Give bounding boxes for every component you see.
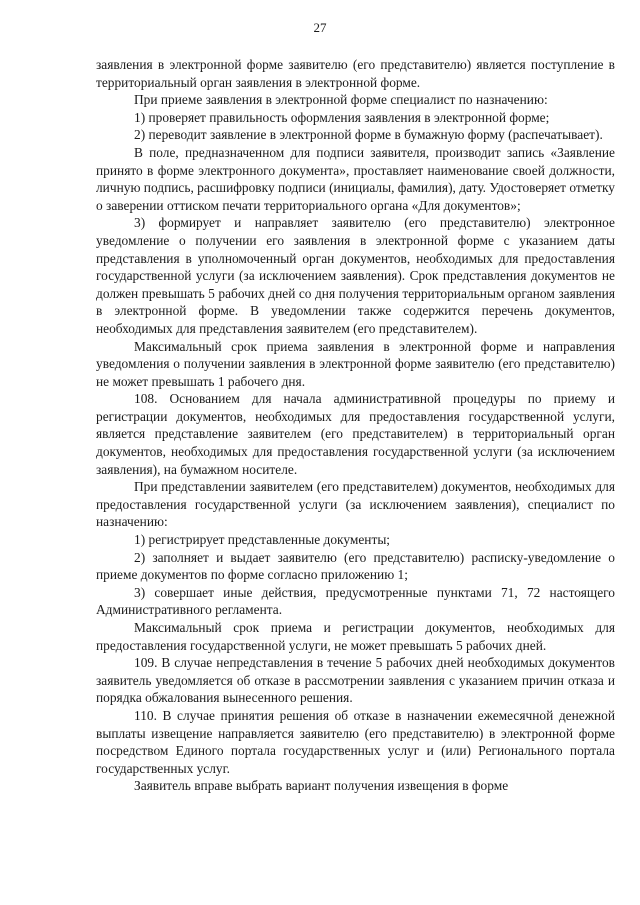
- paragraph: 3) совершает иные действия, предусмотренные пунктами 71, 72 настоящего Административного регламента.: [96, 584, 615, 618]
- paragraph: Заявитель вправе выбрать вариант получения извещения в форме: [134, 778, 509, 794]
- paragraph: заявления в электронной форме заявителю (его представителю) является поступление в территориальный орган заявления в электронной форме.: [96, 57, 615, 90]
- paragraph: При приеме заявления в электронной форме специалист по назначению:: [134, 92, 548, 108]
- paragraph: 1) регистрирует представленные документы;: [134, 532, 391, 548]
- paragraph: 2) переводит заявление в электронной форме в бумажную форму (распечатывает).: [134, 127, 603, 143]
- paragraph: 108. Основанием для начала административной процедуры по приему и регистрации документов, необходимых для предоставления государственной услуги, является представление заявителем (его представителем) в территориальный орган документов, необходимых для предоставления государственной услуги (за исключением заявления), на бумажном носителе.: [96, 391, 615, 477]
- page-number: 27: [313, 20, 327, 35]
- paragraph: При представлении заявителем (его представителем) документов, необходимых для предоставления государственной услуги (за исключением заявления), специалист по назначению:: [96, 479, 615, 530]
- document-body: [96, 56, 615, 795]
- paragraph: Максимальный срок приема и регистрации документов, необходимых для предоставления государственной услуги, не может превышать 5 рабочих дней.: [96, 620, 615, 653]
- paragraph: 2) заполняет и выдает заявителю (его представителю) расписку-уведомление о приеме документов по форме согласно приложению 1;: [96, 549, 615, 583]
- paragraph: 1) проверяет правильность оформления заявления в электронной форме;: [134, 109, 550, 125]
- paragraph: В поле, предназначенном для подписи заявителя, производит запись «Заявление принято в форме электронного документа», проставляет наименование своей должности, личную подпись, расшифровку подписи (инициалы, фамилия), дату. Удостоверяет отметку о заверении оттиском печати территориального органа «Для документов»;: [96, 144, 615, 213]
- paragraph: 109. В случае непредставления в течение 5 рабочих дней необходимых документов заявитель уведомляется об отказе в рассмотрении заявления с указанием причин отказа и порядка обжалования вынесенного решения.: [96, 655, 615, 706]
- paragraph: 110. В случае принятия решения об отказе в назначении ежемесячной денежной выплаты извещение направляется заявителю (его представителю) в электронной форме посредством Единого портала государственных услуг и (или) Регионального портала государственных услуг.: [96, 707, 615, 776]
- paragraph: 3) формирует и направляет заявителю (его представителю) электронное уведомление о получении его заявления в электронной форме с указанием даты представления в уполномоченный орган документов, необходимых для предоставления государственной услуги (за исключением заявления). Срок представления документов не должен превышать 5 рабочих дней со дня получения территориальным органом заявления в электронной форме. В уведомлении также содержится перечень документов, необходимых для представления заявителем (его представителем).: [96, 215, 615, 336]
- paragraph: Максимальный срок приема заявления в электронной форме и направления уведомления о получении заявления в электронной форме заявителю (его представителю) не может превышать 1 рабочего дня.: [96, 338, 615, 389]
